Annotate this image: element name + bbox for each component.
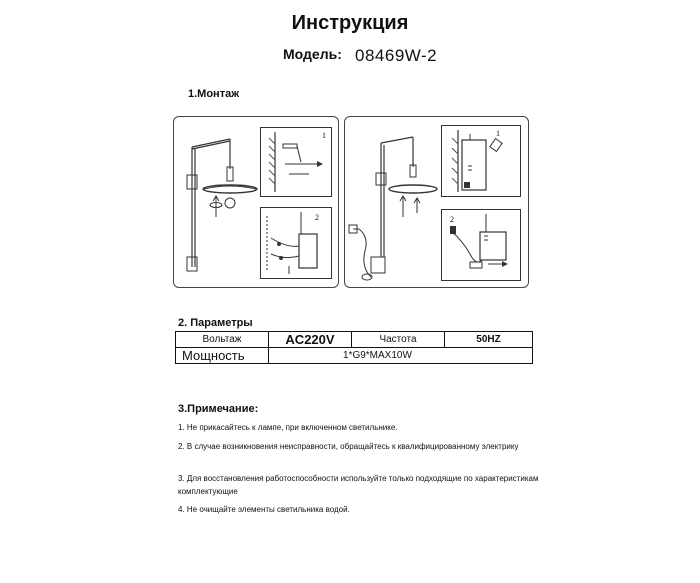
table-row	[176, 332, 533, 348]
mount-panel-wall-box	[173, 116, 339, 288]
model-number: 08469W-2	[355, 46, 438, 65]
step-number: 2	[450, 215, 454, 224]
step-number: 1	[322, 131, 326, 140]
step-number: 2	[315, 213, 319, 222]
voltage-label: Вольтаж	[176, 332, 269, 348]
step-2-inset	[260, 207, 332, 279]
note-item: 2. В случае возникновения неисправности, обращайтесь к квалифицированному электрику	[178, 442, 519, 451]
note-item: 3. Для восстановления работоспособности используйте только подходящие по характеристикам комплектующие	[178, 474, 539, 496]
document-title: Инструкция	[291, 12, 409, 34]
section-mount-title: 1.Монтаж	[188, 88, 240, 100]
mount-bracket-drawing	[442, 126, 520, 196]
note-item: 1. Не прикасайтесь к лампе, при включенном светильнике.	[178, 423, 398, 432]
table-row	[176, 348, 533, 364]
section-notes-title: 3.Примечание:	[178, 403, 259, 415]
note-item: 4. Не очищайте элементы светильника водой.	[178, 505, 350, 514]
power-label: Мощность	[176, 348, 269, 364]
step-number: 1	[496, 129, 500, 138]
parameters-table	[175, 331, 533, 364]
mount-panel-plug-in	[344, 116, 529, 288]
power-value: 1*G9*MAX10W	[269, 348, 533, 364]
wire-connection-drawing	[261, 208, 331, 278]
step-2-inset	[441, 209, 521, 281]
screw-into-wall-drawing	[261, 128, 331, 196]
step-1-inset	[260, 127, 332, 197]
step-1-inset	[441, 125, 521, 197]
frequency-label: Частота	[352, 332, 445, 348]
model-label: Модель:	[283, 46, 342, 62]
frequency-value: 50HZ	[445, 332, 533, 348]
voltage-value: AC220V	[269, 332, 352, 348]
section-params-title: 2. Параметры	[178, 317, 253, 329]
